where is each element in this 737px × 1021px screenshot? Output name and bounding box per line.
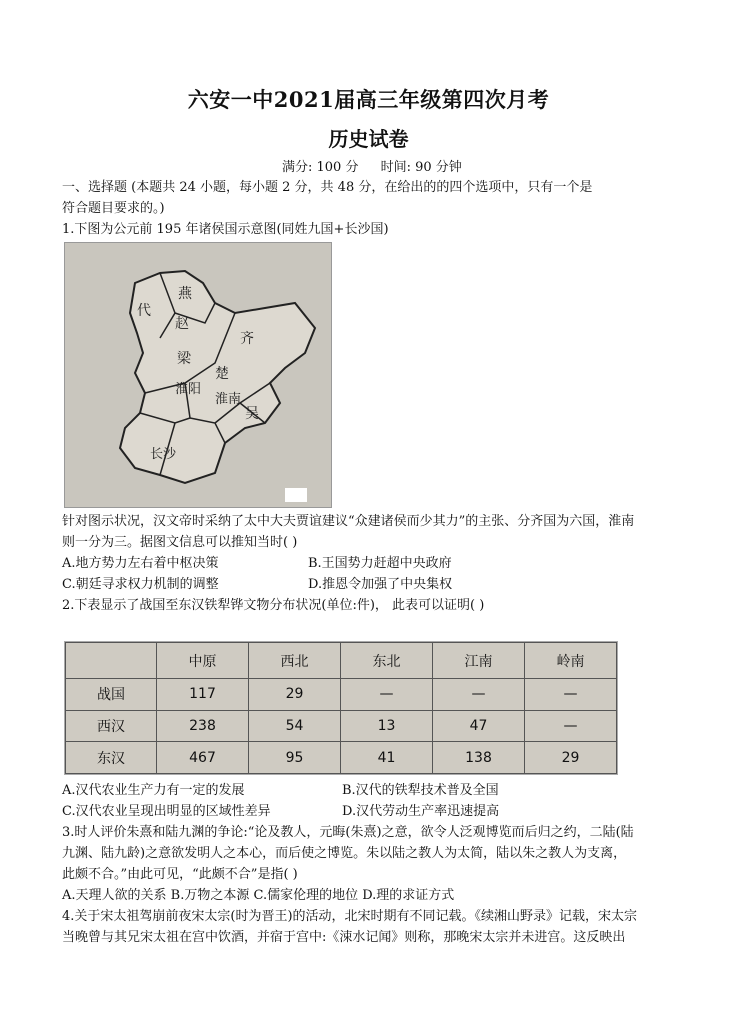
table-cell: 13 bbox=[341, 710, 433, 742]
map-figure bbox=[65, 243, 331, 507]
section-instruction-2: 符合题目要求的。) bbox=[62, 201, 165, 216]
table-cell: 东汉 bbox=[66, 742, 157, 774]
table-cell: 29 bbox=[525, 742, 617, 774]
table-row bbox=[66, 742, 617, 774]
feudal-states-map bbox=[64, 242, 332, 508]
q2-options-row-1 bbox=[62, 780, 499, 801]
table-cell: 西汉 bbox=[66, 710, 157, 742]
q4-line-1: 4.关于宋太祖驾崩前夜宋太宗(时为晋王)的活动，北宋时期有不同记载。《续湘山野录》记载，宋太宗 bbox=[62, 909, 638, 924]
table-cell: — bbox=[525, 710, 617, 742]
table-cell: 117 bbox=[157, 679, 249, 711]
map-label-zhao: 赵 bbox=[175, 316, 189, 332]
table-header-cell bbox=[66, 643, 157, 679]
q1-text-1: 针对图示状况，汉文帝时采纳了太中大夫贾谊建议“众建诸侯而少其力”的主张、分齐国为六国，淮南 bbox=[62, 514, 635, 529]
table-cell: 95 bbox=[249, 742, 341, 774]
map-label-wu: 吴 bbox=[245, 406, 259, 422]
table-header-cell: 岭南 bbox=[525, 643, 617, 679]
table-cell: 41 bbox=[341, 742, 433, 774]
time-info: 时间: 90 分钟 bbox=[380, 160, 462, 175]
table-cell: — bbox=[525, 679, 617, 711]
map-label-changsha: 长沙 bbox=[150, 447, 177, 462]
map-label-huaiyang: 淮阳 bbox=[175, 382, 202, 397]
table-cell: 467 bbox=[157, 742, 249, 774]
table-header-cell: 江南 bbox=[433, 643, 525, 679]
table-cell: 54 bbox=[249, 710, 341, 742]
q3-line-1: 3.时人评价朱熹和陆九渊的争论:“论及教人，元晦(朱熹)之意，欲令人泛观博览而后归之约，二陆(陆 bbox=[62, 825, 634, 840]
map-label-yan: 燕 bbox=[178, 286, 192, 302]
iron-plow-data-table bbox=[65, 642, 617, 774]
q1-stem: 1.下图为公元前 195 年诸侯国示意图(同姓九国+长沙国) bbox=[62, 222, 389, 237]
map-label-huainan: 淮南 bbox=[215, 392, 242, 407]
table-cell: 138 bbox=[433, 742, 525, 774]
q2-option-a[interactable]: A.汉代农业生产力有一定的发展 bbox=[62, 783, 245, 798]
table-cell: 29 bbox=[249, 679, 341, 711]
q2-stem: 2.下表显示了战国至东汉铁犁铧文物分布状况(单位:件)， 此表可以证明( ) bbox=[62, 598, 485, 613]
map-label-dai: 代 bbox=[137, 303, 151, 319]
map-label-liang: 梁 bbox=[177, 351, 191, 367]
table-cell: — bbox=[341, 679, 433, 711]
table-cell: 47 bbox=[433, 710, 525, 742]
q1-option-a[interactable]: A.地方势力左右着中枢决策 bbox=[62, 556, 219, 571]
table-row bbox=[66, 710, 617, 742]
table-header-cell: 中原 bbox=[157, 643, 249, 679]
table-header-cell: 东北 bbox=[341, 643, 433, 679]
q3-options[interactable]: A.天理人欲的关系 B.万物之本源 C.儒家伦理的地位 D.理的求证方式 bbox=[62, 888, 455, 903]
exam-meta bbox=[282, 156, 480, 175]
map-label-qi: 齐 bbox=[240, 331, 254, 347]
q3-line-2: 九渊、陆九龄)之意欲发明人之本心，而后使之博览。朱以陆之教人为太简，陆以朱之教人为支离， bbox=[62, 846, 627, 861]
q2-option-d[interactable]: D.汉代劳动生产率迅速提高 bbox=[342, 804, 500, 819]
table-cell: 战国 bbox=[66, 679, 157, 711]
q1-options-row-2 bbox=[62, 574, 453, 595]
q4-line-2: 当晚曾与其兄宋太祖在宫中饮酒，并宿于宫中:《涑水记闻》则称，那晚宋太宗并未进宫。这反映出 bbox=[62, 930, 626, 945]
q1-option-b[interactable]: B.王国势力赶超中央政府 bbox=[308, 556, 452, 571]
exam-subtitle: 历史试卷 bbox=[328, 127, 409, 151]
q1-text-2: 则一分为三。据图文信息可以推知当时( ) bbox=[62, 535, 298, 550]
q3-line-3: 此颇不合。”由此可见，“此颇不合”是指( ) bbox=[62, 867, 298, 882]
section-instruction-1: 一、选择题 (本题共 24 小题，每小题 2 分，共 48 分，在给出的的四个选项中，只有一个是 bbox=[62, 180, 593, 195]
q2-option-c[interactable]: C.汉代农业呈现出明显的区域性差异 bbox=[62, 804, 271, 819]
map-label-chu: 楚 bbox=[215, 366, 229, 382]
q1-options-row-1 bbox=[62, 553, 452, 574]
table-header-row bbox=[66, 643, 617, 679]
q1-option-d[interactable]: D.推恩令加强了中央集权 bbox=[308, 577, 453, 592]
exam-title: 六安一中2021届高三年级第四次月考 bbox=[187, 87, 550, 112]
q1-option-c[interactable]: C.朝廷寻求权力机制的调整 bbox=[62, 577, 219, 592]
q2-options-row-2 bbox=[62, 801, 500, 822]
table-header-cell: 西北 bbox=[249, 643, 341, 679]
score-info: 满分: 100 分 bbox=[282, 160, 359, 175]
table-row bbox=[66, 679, 617, 711]
q2-option-b[interactable]: B.汉代的铁犁技术普及全国 bbox=[342, 783, 499, 798]
table-cell: — bbox=[433, 679, 525, 711]
table-cell: 238 bbox=[157, 710, 249, 742]
iron-plow-table bbox=[64, 641, 618, 775]
